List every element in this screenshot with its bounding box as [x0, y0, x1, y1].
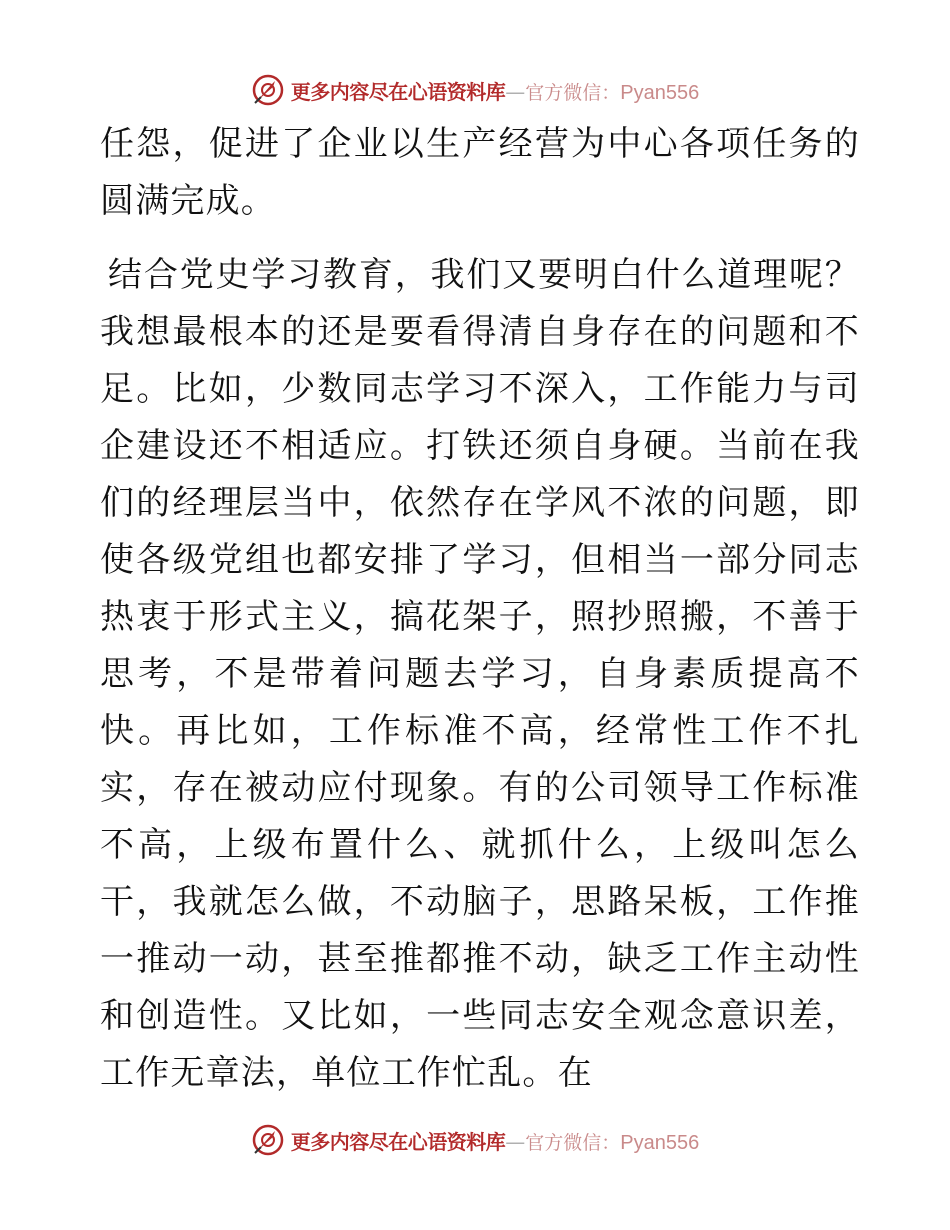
header-brand-text: 更多内容尽在心语资料库 — [290, 79, 506, 104]
footer-wechat-label: 官方微信： — [525, 1131, 621, 1154]
header-banner — [0, 70, 950, 110]
brand-logo-icon — [251, 1123, 285, 1157]
paragraph-2: 结合党史学习教育，我们又要明白什么道理呢？我想最根本的还是要看得清自身存在的问题和不足。比如，少数同志学习不深入，工作能力与司企建设还不相适应。打铁还须自身硬。当前在我们的经理层当中，依然存在学风不浓的问题，即使各级党组也都安排了学习，但相当一部分同志热衷于形式主义，搞花架子，照抄照搬，不善于思考，不是带着问题去学习，自身素质提高不快。再比如，工作标准不高，经常性工作不扎实，存在被动应付现象。有的公司领导工作标准不高，上级布置什么、就抓什么，上级叫怎么干，我就怎么做，不动脑子，思路呆板，工作推一推动一动，甚至推都推不动，缺乏工作主动性和创造性。又比如，一些同志安全观念意识差，工作无章法，单位工作忙乱。在 — [100, 255, 860, 1093]
document-body — [100, 116, 860, 1102]
footer-brand-text: 更多内容尽在心语资料库 — [290, 1129, 506, 1154]
header-dash: — — [505, 79, 526, 104]
brand-logo-icon — [251, 73, 285, 107]
footer-wechat-id: Pyan556 — [620, 1131, 700, 1154]
header-wechat-label: 官方微信： — [525, 81, 621, 104]
paragraph-1: 任怨，促进了企业以生产经营为中心各项任务的圆满完成。 — [100, 124, 860, 221]
footer-dash: — — [505, 1129, 526, 1154]
footer-banner — [0, 1120, 950, 1160]
header-wechat-id: Pyan556 — [620, 81, 700, 104]
